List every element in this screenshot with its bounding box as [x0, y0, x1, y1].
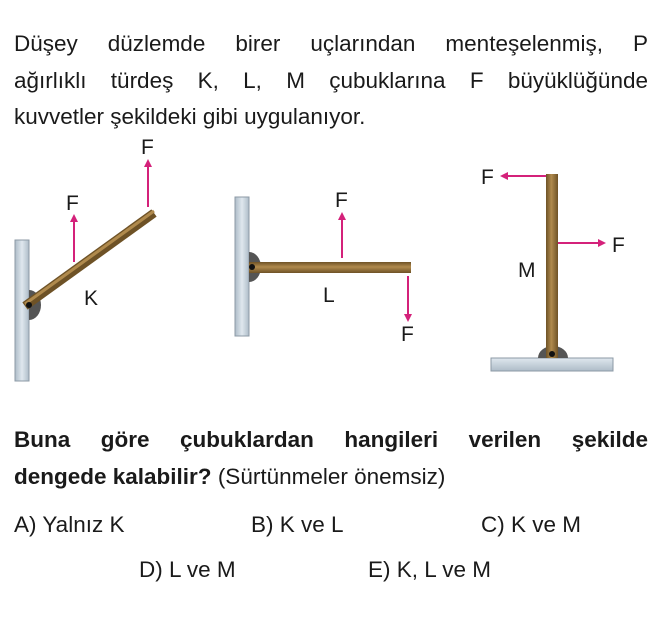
rod-l-label: L — [323, 284, 335, 307]
intro-line-2: ağırlıklı türdeş K, L, M çubuklarına F büyüklüğünde — [14, 67, 648, 93]
rod-k-force-1-label: F — [66, 192, 79, 215]
rod-k-label: K — [84, 287, 99, 310]
rod-m-floor — [491, 358, 613, 371]
option-b[interactable]: B) K ve L — [251, 512, 344, 537]
rod-k-wall — [15, 240, 29, 381]
rod-m-pivot — [549, 351, 555, 357]
rod-l — [249, 262, 411, 273]
option-d[interactable]: D) L ve M — [139, 557, 236, 582]
question-note: (Sürtünmeler önemsiz) — [211, 464, 446, 489]
rod-m-force-left-label: F — [481, 166, 494, 189]
rod-m-assembly — [481, 166, 625, 371]
intro-line-3: kuvvetler şekildeki gibi uygulanıyor. — [14, 104, 366, 129]
rod-m — [546, 174, 558, 358]
question-bold-line-2: dengede kalabilir? — [14, 464, 212, 489]
intro-line-1: Düşey düzlemde birer uçlarından menteşelenmiş, P — [14, 31, 648, 56]
rod-l-pivot — [249, 264, 255, 270]
question-bold-line-1: Buna göre çubuklardan hangileri verilen şekilde — [14, 427, 648, 452]
rod-k-pivot — [26, 302, 32, 308]
rod-l-force-down-label: F — [401, 323, 414, 346]
rod-l-wall — [235, 197, 249, 336]
rod-l-assembly — [235, 189, 414, 346]
option-e[interactable]: E) K, L ve M — [368, 557, 491, 582]
question — [14, 421, 648, 495]
rod-l-force-up-label: F — [335, 189, 348, 212]
option-a[interactable]: A) Yalnız K — [14, 512, 125, 537]
rod-k-force-2-label: F — [141, 136, 154, 159]
rod-m-label: M — [518, 259, 536, 282]
rod-k-assembly — [15, 136, 154, 381]
rod-m-force-right-label: F — [612, 234, 625, 257]
option-c[interactable]: C) K ve M — [481, 512, 582, 537]
